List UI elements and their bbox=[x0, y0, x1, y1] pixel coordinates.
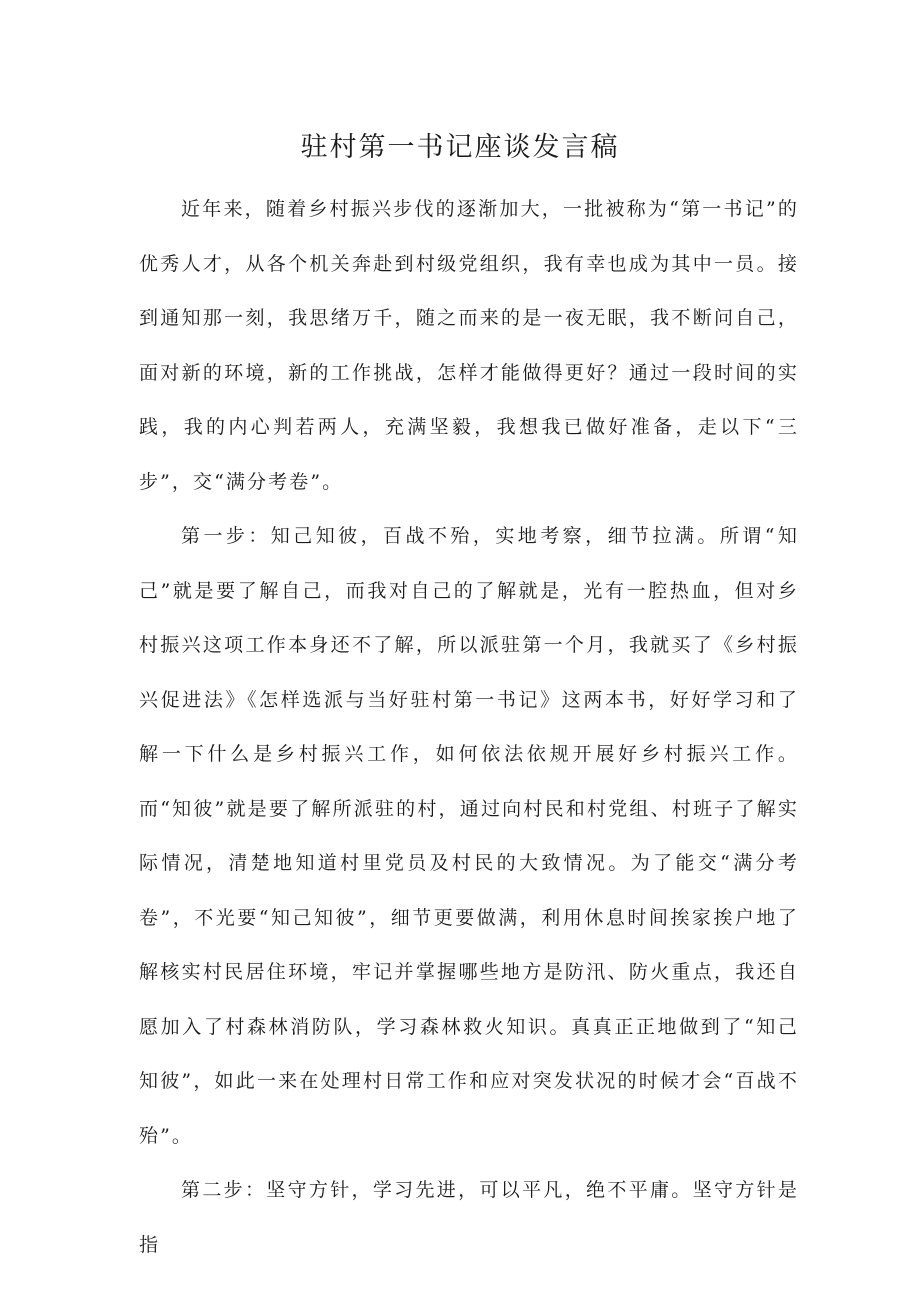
paragraph-step-two: 第二步：坚守方针，学习先进，可以平凡，绝不平庸。坚守方针是指 bbox=[139, 1179, 799, 1256]
paragraph-step-one: 第一步：知己知彼，百战不殆，实地考察，细节拉满。所谓“知己”就是要了解自己，而我对自己的了解就是，光有一腔热血，但对乡村振兴这项工作本身还不了解，所以派驻第一个月，我就买了《乡村振兴促进法》《怎样选派与当好驻村第一书记》这两本书，好好学习和了解一下什么是乡村振兴工作，如何依法依规开展好乡村振兴工作。而“知彼”就是要了解所派驻的村，通过向村民和村党组、村班子了解实际情况，清楚地知道村里党员及村民的大致情况。为了能交“满分考卷”，不光要“知己知彼”，细节更要做满，利用休息时间挨家挨户地了解核实村民居住环境，牢记并掌握哪些地方是防汛、防火重点，我还自愿加入了村森林消防队，学习森林救火知识。真真正正地做到了“知己知彼”，如此一来在处理村日常工作和应对突发状况的时候才会“百战不殆”。 bbox=[139, 525, 799, 1147]
document-title: 驻村第一书记座谈发言稿 bbox=[300, 132, 620, 163]
document-body bbox=[139, 182, 799, 1272]
paragraph-intro: 近年来，随着乡村振兴步伐的逐渐加大，一批被称为“第一书记”的优秀人才，从各个机关奔赴到村级党组织，我有幸也成为其中一员。接到通知那一刻，我思绪万千，随之而来的是一夜无眠，我不断问自己，面对新的环境，新的工作挑战，怎样才能做得更好？通过一段时间的实践，我的内心判若两人，充满坚毅，我想我已做好准备，走以下“三步”，交“满分考卷”。 bbox=[139, 198, 799, 493]
